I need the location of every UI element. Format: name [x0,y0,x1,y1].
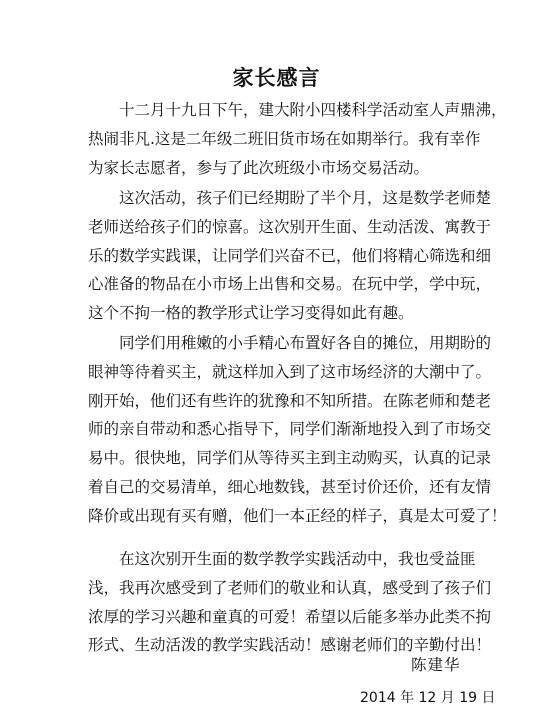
paragraph-4 [88,545,492,660]
text-line: 这个不拘一格的教学形式让学习变得如此有趣。 [88,304,414,323]
text-line: 老师送给孩子们的惊喜。这次别开生面、生动活泼、寓教于 [88,217,492,236]
document-title: 家长感言 [232,65,321,90]
text-line: 心准备的物品在小市场上出售和交易。在玩中学，学中玩， [88,275,492,294]
text-line: 刚开始，他们还有些许的犹豫和不知所措。在陈老师和楚老 [88,391,492,410]
text-line: 同学们用稚嫩的小手精心布置好各自的摊位，用期盼的 [119,334,492,352]
text-line: 这次活动，孩子们已经期盼了半个月，这是数学老师楚 [119,189,492,207]
text-line: 易中。很快地，同学们从等待买主到主动购买，认真的记录 [88,449,492,468]
date: 2014 年 12 月 19 日 [360,690,496,706]
text-line: 形式、生动活泼的教学实践活动！感谢老师们的辛勤付出！ [88,636,492,655]
paragraph-2 [88,184,492,328]
text-line: 为家长志愿者，参与了此次班级小市场交易活动。 [88,158,430,177]
text-line: 热闹非凡.这是二年级二班旧货市场在如期举行。我有幸作 [88,129,481,148]
text-line: 浅，我再次感受到了老师们的敬业和认真，感受到了孩子们 [88,578,492,597]
text-line: 师的亲自带动和悉心指导下，同学们渐渐地投入到了市场交 [88,420,492,439]
signature: 陈建华 [411,656,461,674]
paragraph-3 [88,329,507,531]
text-line: 在这次别开生面的数学教学实践活动中，我也受益匪 [119,550,476,568]
text-line: 浓厚的学习兴趣和童真的可爱！希望以后能多举办此类不拘 [88,607,492,626]
text-line: 十二月十九日下午，建大附小四楼科学活动室人声鼎沸， [119,101,507,119]
text-line: 乐的数学实践课，让同学们兴奋不已，他们将精心筛选和细 [88,246,492,265]
text-line: 眼神等待着买主，就这样加入到了这市场经济的大潮中了。 [88,362,492,381]
paragraph-1 [88,96,507,182]
text-line: 降价或出现有买有赠，他们一本正经的样子，真是太可爱了！ [88,506,507,525]
text-line: 着自己的交易清单，细心地数钱，甚至讨价还价，还有友情 [88,477,492,496]
